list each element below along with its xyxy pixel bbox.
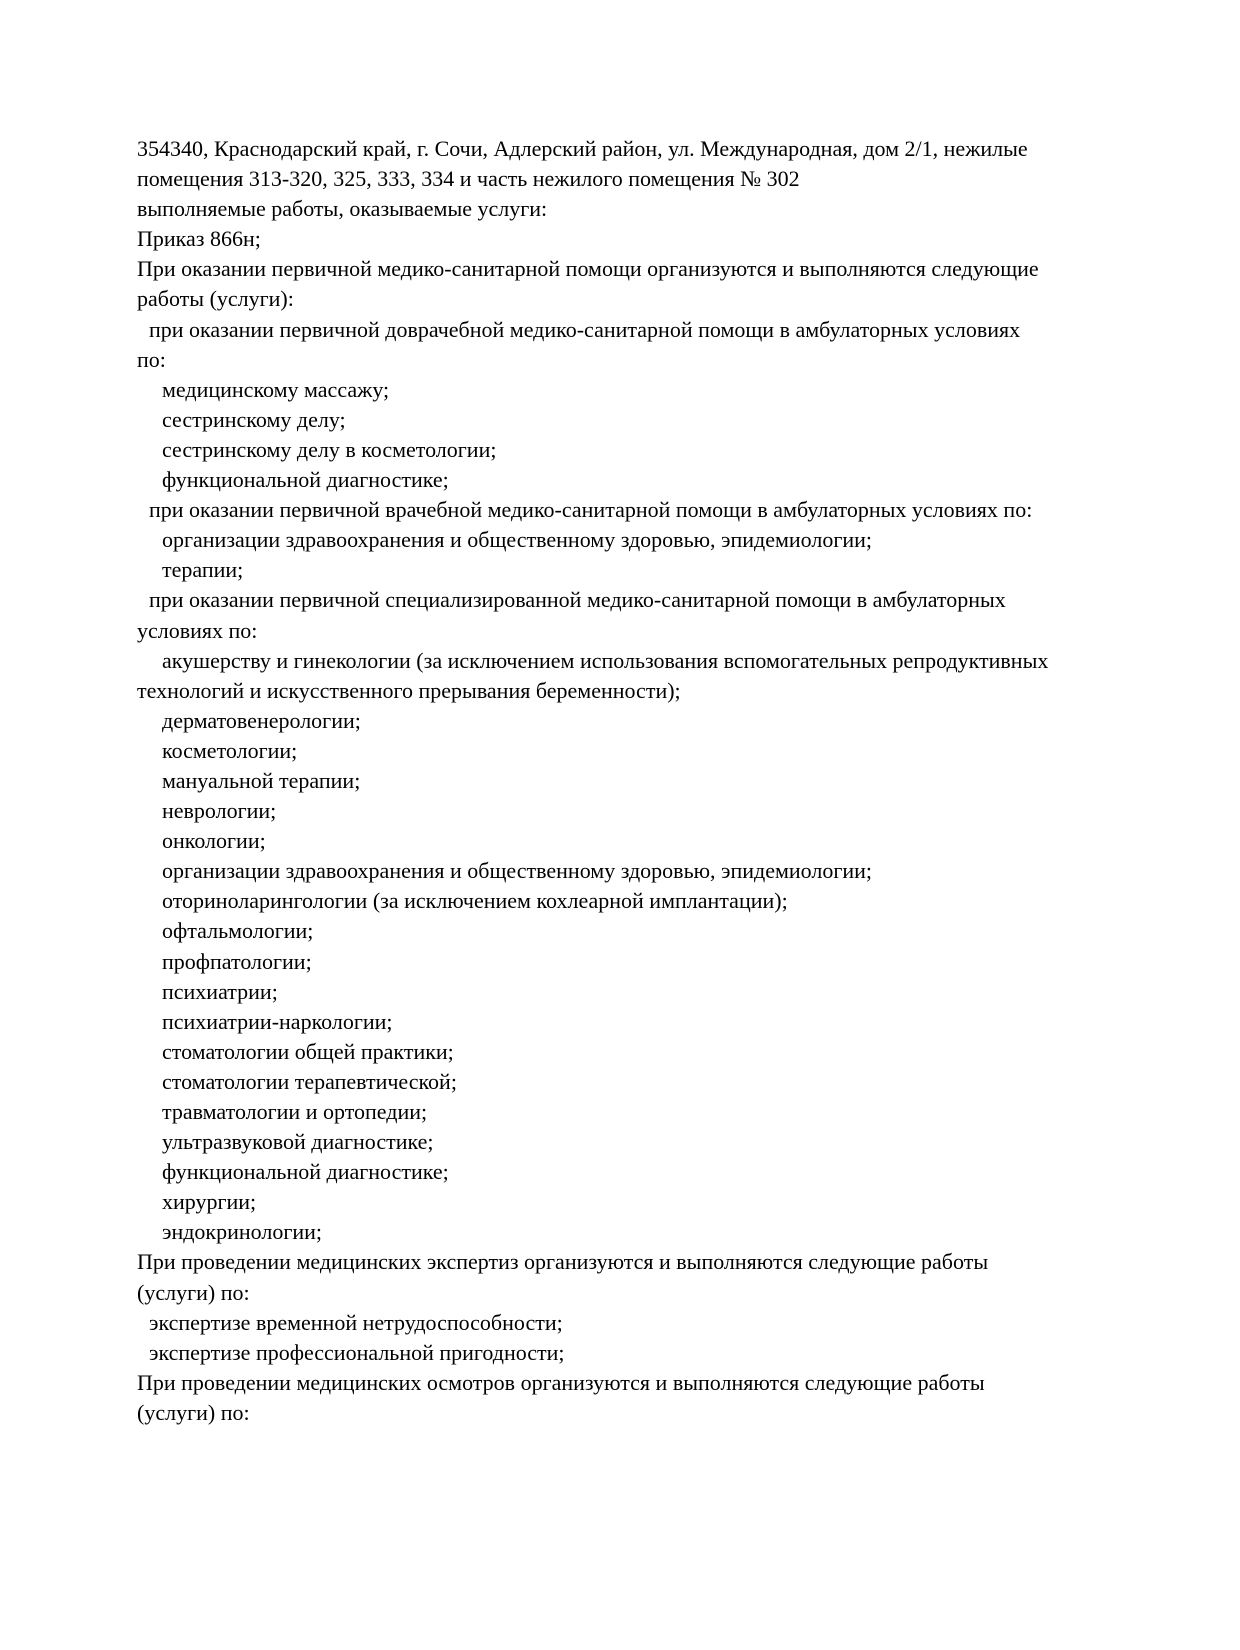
doc-line-address-cont: помещения 313-320, 325, 333, 334 и часть нежилого помещения № 302 [137,166,800,192]
doc-line-service-item: организации здравоохранения и общественному здоровью, эпидемиологии; [162,858,873,884]
doc-line-works-services-heading: выполняемые работы, оказываемые услуги: [137,196,548,222]
doc-line: При проведении медицинских осмотров организуются и выполняются следующие работы [137,1369,985,1395]
doc-line-service-item: психиатрии; [162,978,278,1004]
doc-line: При проведении медицинских экспертиз организуются и выполняются следующие работы [137,1249,989,1275]
doc-line: работы (услуги): [137,286,294,312]
doc-line-service-item: косметологии; [162,737,298,763]
doc-line-service-item: офтальмологии; [162,918,314,944]
doc-line-service-item: акушерству и гинекологии (за исключением использования вспомогательных репродуктивных [162,647,1049,673]
doc-line-service-item: мануальной терапии; [162,767,361,793]
doc-line-service-item: оториноларингологии (за исключением кохлеарной имплантации); [162,888,788,914]
doc-line: условиях по: [137,617,258,643]
doc-line-service-item: ультразвуковой диагностике; [162,1129,434,1155]
doc-line-service-item: медицинскому массажу; [162,376,390,402]
doc-line: по: [137,346,166,372]
doc-line-service-item: профпатологии; [162,948,312,974]
doc-line-order-number: Приказ 866н; [137,226,261,252]
doc-line-address: 354340, Краснодарский край, г. Сочи, Адлерский район, ул. Международная, дом 2/1, нежилые [137,136,1028,161]
doc-line-service-item: экспертизе временной нетрудоспособности; [149,1309,563,1335]
doc-line-service-item: онкологии; [162,828,266,854]
doc-line-service-item: психиатрии-наркологии; [162,1008,393,1034]
doc-line-service-item: терапии; [162,557,244,583]
doc-line-service-item: стоматологии терапевтической; [162,1068,457,1094]
doc-line: при оказании первичной специализированной медико-санитарной помощи в амбулаторных [149,587,1006,613]
doc-line-service-item: организации здравоохранения и общественному здоровью, эпидемиологии; [162,527,873,553]
doc-line-service-item: дерматовенерологии; [162,707,361,733]
doc-line: при оказании первичной доврачебной медико-санитарной помощи в амбулаторных условиях [149,316,1021,342]
doc-line-service-item: травматологии и ортопедии; [162,1099,428,1124]
doc-line-service-item: стоматологии общей практики; [162,1038,454,1064]
doc-line-service-item: экспертизе профессиональной пригодности; [149,1339,565,1365]
doc-line-service-item: сестринскому делу в косметологии; [162,436,497,462]
doc-line-service-item: функциональной диагностике; [162,467,449,493]
doc-line-service-item: функциональной диагностике; [162,1159,449,1185]
doc-line-service-item: сестринскому делу; [162,406,346,432]
doc-line-service-item: эндокринологии; [162,1219,323,1245]
doc-line: (услуги) по: [137,1399,250,1425]
document-text-block [137,134,1207,1428]
doc-line: (услуги) по: [137,1279,250,1305]
doc-line-service-item: хирургии; [162,1189,257,1215]
doc-line: технологий и искусственного прерывания беременности); [137,677,681,703]
doc-line-service-item: неврологии; [162,798,277,824]
doc-line: при оказании первичной врачебной медико-санитарной помощи в амбулаторных условиях по: [149,497,1033,523]
doc-line: При оказании первичной медико-санитарной помощи организуются и выполняются следующие [137,256,1039,282]
